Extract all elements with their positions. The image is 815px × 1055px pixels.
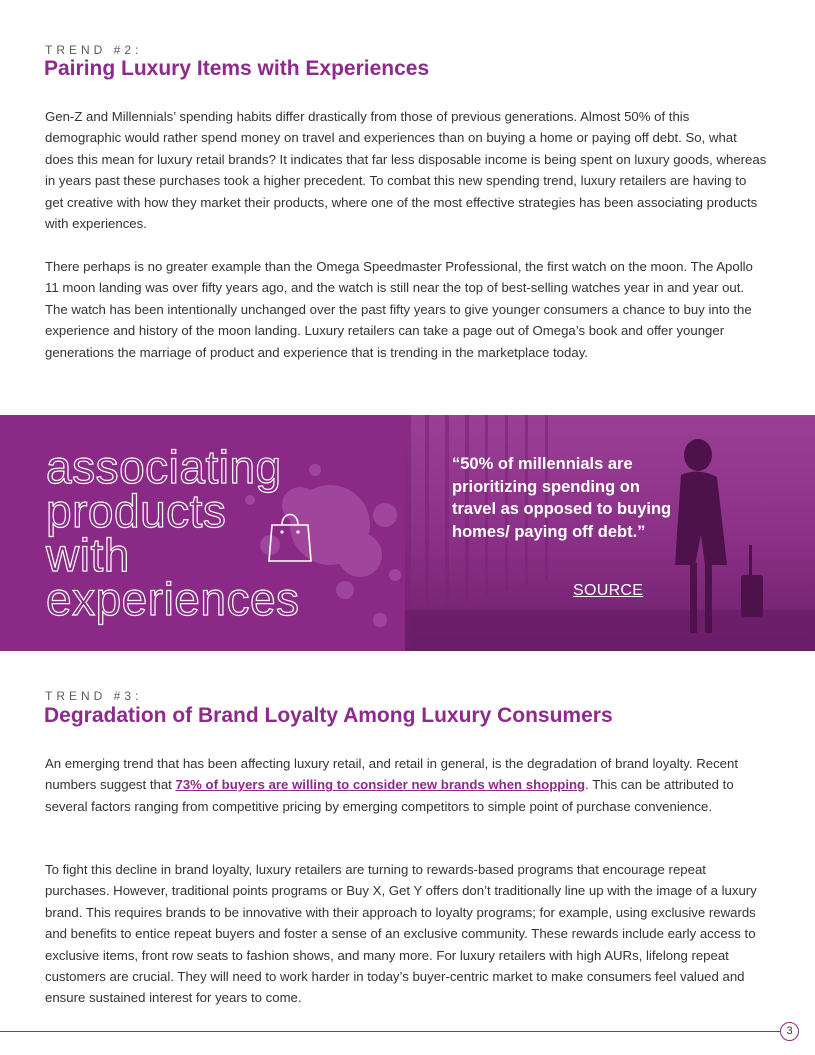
banner-headline-line: experiences: [46, 573, 300, 625]
banner-headline-line: associating: [46, 441, 282, 493]
trend-3-title: Degradation of Brand Loyalty Among Luxury Consumers: [44, 704, 613, 727]
footer-divider: [0, 1031, 780, 1032]
brand-loyalty-stat-link[interactable]: 73% of buyers are willing to consider new brands when shopping: [175, 777, 586, 793]
paragraph-text: . This can be attributed to several factors ranging from competitive pricing by emerging competitors to simple point of purchase convenience.: [45, 777, 734, 814]
trend-2-label: TREND #2:: [45, 43, 143, 57]
trend-2-paragraph-1: Gen-Z and Millennials’ spending habits differ drastically from those of previous generations. Almost 50% of this demographic would rather spend money on travel and experiences than on buying a home or paying off debt. So, what does this mean for luxury retail brands? It indicates that far less disposable income is being spent on luxury goods, whereas in years past these purchases took a higher precedent. To combat this new spending trend, luxury retailers are having to get creative with how they market their products, where one of the most effective strategies has been associating products with experiences.: [45, 109, 767, 232]
trend-3-label: TREND #3:: [45, 689, 143, 703]
banner-headline-line: products: [46, 485, 227, 537]
banner-quote: “50% of millennials are prioritizing spending on travel as opposed to buying homes/ paying off debt.”: [452, 455, 672, 541]
trend-2-title: Pairing Luxury Items with Experiences: [44, 57, 430, 80]
trend-3-paragraph-1: [45, 753, 767, 817]
banner-headline: [46, 441, 300, 625]
trend-2-paragraph-2: There perhaps is no greater example than the Omega Speedmaster Professional, the first watch on the moon. The Apollo 11 moon landing was over fifty years ago, and the watch is still near the top of best-selling watches year in and year out. The watch has been intentionally unchanged over the past fifty years to give younger consumers a chance to buy into the experience and history of the moon landing. Luxury retailers can take a page out of Omega’s book and offer younger generations the marriage of product and experience that is trending in the marketplace today.: [45, 259, 753, 360]
source-link[interactable]: SOURCE: [573, 582, 644, 599]
banner-headline-line: with: [46, 529, 130, 581]
trend-3-paragraph-2: To fight this decline in brand loyalty, luxury retailers are turning to rewards-based programs that encourage repeat purchases. However, traditional points programs or Buy X, Get Y offers don’t traditionally line up with the image of a luxury brand. This requires brands to be innovative with their approach to loyalty programs; for example, using exclusive rewards and benefits to entice repeat buyers and foster a sense of an exclusive community. These rewards include early access to exclusive items, front row seats to fashion shows, and many more. For luxury retailers with high AURs, lifelong repeat customers are crucial. They will need to work harder in today’s buyer-centric market to make consumers feel valued and ensure sustained interest for years to come.: [45, 862, 757, 1006]
page-number: 3: [780, 1022, 799, 1041]
shopping-bag-icon: [268, 505, 312, 563]
paragraph-text: An emerging trend that has been affecting luxury retail, and retail in general, is the degradation of brand loyalty. Recent numbers suggest that: [45, 756, 739, 793]
